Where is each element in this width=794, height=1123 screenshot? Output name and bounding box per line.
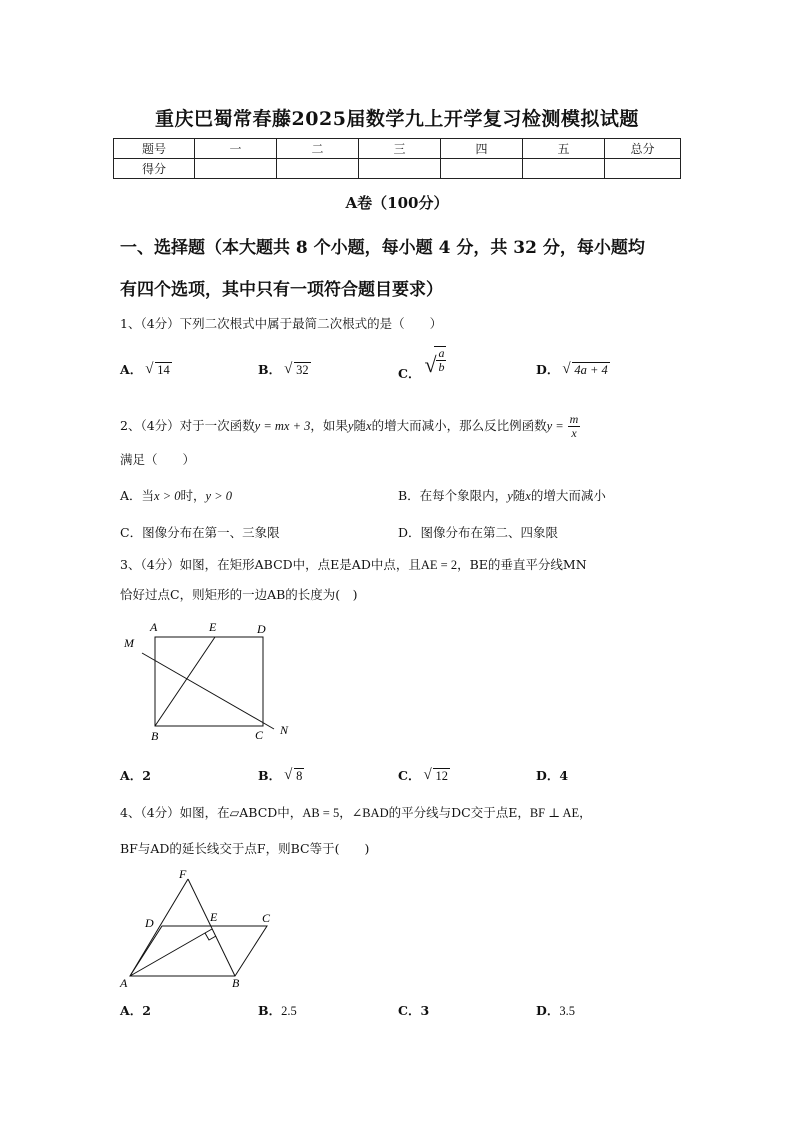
parallelogram-abcd xyxy=(130,926,267,976)
point-label: E xyxy=(210,910,218,924)
radical xyxy=(285,363,311,378)
math-expr: AB = 5 xyxy=(302,806,340,820)
q4-option-b[interactable] xyxy=(258,1001,297,1019)
q1-option-c[interactable] xyxy=(398,346,446,381)
option-label: C． xyxy=(398,768,421,783)
denominator: x xyxy=(571,426,577,440)
score-input-cell[interactable] xyxy=(359,159,441,179)
table-cell: 三 xyxy=(359,139,441,159)
q3-option-a[interactable]: A．2 xyxy=(120,768,151,783)
text: 2、（4分）对于一次函数 xyxy=(120,418,255,433)
radical xyxy=(285,769,304,784)
q3-stem-line1 xyxy=(120,555,587,573)
q3-option-c[interactable] xyxy=(398,766,450,784)
q3-stem-line2: 恰好过点C，则矩形的一边AB的长度为( ) xyxy=(120,587,358,602)
score-input-cell[interactable] xyxy=(523,159,605,179)
q1-option-d[interactable] xyxy=(536,360,610,378)
math-expr: y = xyxy=(546,419,564,433)
point-label: N xyxy=(280,723,289,737)
line-mn xyxy=(142,653,274,729)
score-input-cell[interactable] xyxy=(441,159,523,179)
math-expr: BF ⊥ AE xyxy=(529,806,580,820)
math-var: x xyxy=(525,489,531,503)
math-expr: x > 0 xyxy=(154,489,181,503)
segment-fb xyxy=(188,879,235,976)
text: 的增大而减小，那么反比例函数 xyxy=(371,418,547,433)
point-label: M xyxy=(124,636,134,650)
denominator: b xyxy=(438,360,445,374)
score-input-cell[interactable] xyxy=(605,159,681,179)
rectangle-abcd xyxy=(155,637,263,726)
score-input-cell[interactable] xyxy=(195,159,277,179)
text: 随 xyxy=(353,418,366,433)
radicand: 14 xyxy=(157,363,170,377)
q1-stem: 1、（4分）下列二次根式中属于最简二次根式的是（ ） xyxy=(120,316,443,331)
math-var: y xyxy=(347,419,354,433)
option-text: 的增大而减小 xyxy=(530,488,606,503)
text: ，BE的垂直平分线MN xyxy=(457,557,587,572)
radical xyxy=(424,769,450,784)
point-label: E xyxy=(209,620,217,634)
q1-option-a[interactable] xyxy=(120,360,172,378)
table-cell: 四 xyxy=(441,139,523,159)
point-label: A xyxy=(120,976,128,990)
option-label: B． xyxy=(258,362,282,377)
option-value: 2.5 xyxy=(281,1004,297,1018)
option-label: B． xyxy=(258,1003,282,1018)
math-expr: AE = 2 xyxy=(420,558,458,572)
q3-option-b[interactable] xyxy=(258,766,304,784)
q1-option-b[interactable] xyxy=(258,360,311,378)
table-cell: 题号 xyxy=(114,139,195,159)
q2-option-d[interactable]: D．图像分布在第二、四象限 xyxy=(398,525,559,540)
option-label: D． xyxy=(536,1003,560,1018)
radicand: 8 xyxy=(296,769,303,783)
option-label: D． xyxy=(536,362,560,377)
point-label: C xyxy=(255,728,264,742)
numerator: a xyxy=(438,346,445,360)
radicand: 32 xyxy=(296,363,309,377)
score-table xyxy=(113,138,681,179)
text: 4、（4分）如图，在▱ABCD中， xyxy=(120,805,303,820)
text: ， xyxy=(339,805,352,820)
q4-stem-line2: BF与AD的延长线交于点F，则BC等于( ) xyxy=(120,841,370,856)
option-text: A．当 xyxy=(120,488,155,503)
option-label: C． xyxy=(398,365,421,381)
radical-sign: √ xyxy=(424,352,437,377)
segment-ae xyxy=(130,929,212,976)
table-cell: 总分 xyxy=(605,139,681,159)
radicand: 4a + 4 xyxy=(574,363,608,377)
table-cell: 五 xyxy=(523,139,605,159)
radical xyxy=(424,346,446,377)
numerator: m xyxy=(569,412,579,426)
text: ，如果 xyxy=(310,418,348,433)
score-table-score-row xyxy=(114,159,681,179)
math-expr: y > 0 xyxy=(205,489,233,503)
q3-figure xyxy=(120,615,300,745)
score-table-header-row xyxy=(114,139,681,159)
table-cell: 二 xyxy=(277,139,359,159)
table-cell: 一 xyxy=(195,139,277,159)
part1-heading-line2: 有四个选项，其中只有一项符合题目要求） xyxy=(120,280,443,300)
option-text: 随 xyxy=(512,488,526,503)
q3-option-d[interactable]: D．4 xyxy=(536,768,569,783)
option-text: B．在每个象限内， xyxy=(398,488,508,503)
section-a-heading: A卷（100分） xyxy=(345,194,449,212)
q4-option-a[interactable]: A．2 xyxy=(120,1003,151,1018)
segment-be xyxy=(155,637,215,726)
point-label: F xyxy=(179,867,187,881)
option-value: 3.5 xyxy=(559,1004,575,1018)
text: ， xyxy=(579,805,592,820)
math-var: y xyxy=(507,489,513,503)
q2-option-b[interactable] xyxy=(398,486,606,504)
radical xyxy=(563,363,609,378)
point-label: D xyxy=(257,622,266,636)
radicand: 12 xyxy=(435,769,448,783)
score-input-cell[interactable] xyxy=(277,159,359,179)
point-label: D xyxy=(145,916,154,930)
q4-stem-line1 xyxy=(120,803,592,821)
segment-af xyxy=(130,879,188,976)
option-label: A． xyxy=(120,362,143,377)
math-expr: ∠BAD xyxy=(351,806,389,820)
text: 3、（4分）如图，在矩形ABCD中，点E是AD中点，且 xyxy=(120,557,421,572)
point-label: A xyxy=(150,620,158,634)
q2-stem-line2: 满足（ ） xyxy=(120,452,196,467)
point-label: C xyxy=(262,911,271,925)
point-label: B xyxy=(151,729,159,743)
math-expr: y = mx + 3 xyxy=(254,419,311,433)
option-label: B． xyxy=(258,768,282,783)
point-label: B xyxy=(232,976,240,990)
table-cell: 得分 xyxy=(114,159,195,179)
q2-option-c[interactable]: C．图像分布在第一、三象限 xyxy=(120,525,280,540)
radical xyxy=(146,363,172,378)
q4-option-d[interactable] xyxy=(536,1001,575,1019)
math-var: x xyxy=(366,419,372,433)
q4-figure xyxy=(115,865,290,990)
text: 的平分线与DC交于点E， xyxy=(388,805,530,820)
q2-stem-line1 xyxy=(120,413,580,440)
q4-option-c[interactable]: C．3 xyxy=(398,1003,430,1018)
option-text: 时， xyxy=(180,488,206,503)
page-title: 重庆巴蜀常春藤2025届数学九上开学复习检测模拟试题 xyxy=(155,108,639,130)
q2-option-a[interactable] xyxy=(120,486,232,504)
part1-heading-line1: 一、选择题（本大题共 8 个小题，每小题 4 分，共 32 分，每小题均 xyxy=(120,238,645,258)
fraction xyxy=(568,413,581,440)
